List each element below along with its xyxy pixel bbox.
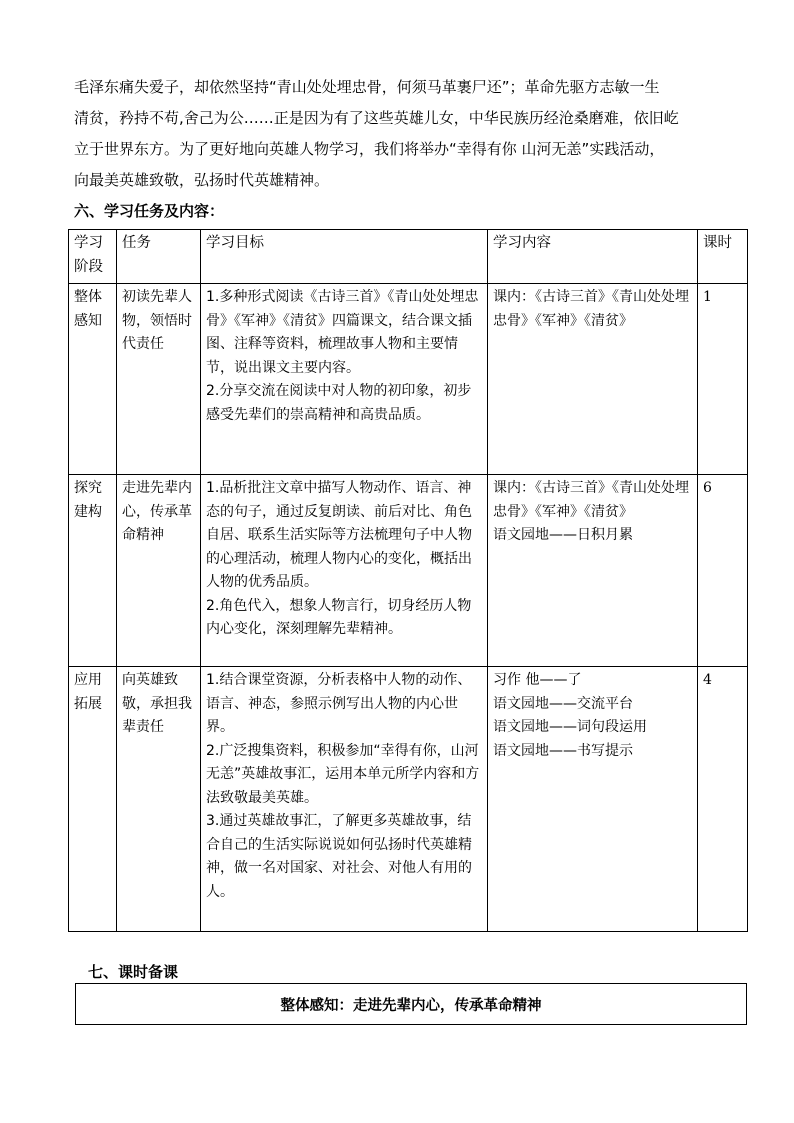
goal-cell: 1.多种形式阅读《古诗三首》《青山处处埋忠骨》《军神》《清贫》四篇课文，结合课文插图、注释等资料，梳理故事人物和主要情节，说出课文主要内容。 2.分享交流在阅读中对人物的初印象，初步感受先辈们的崇高精神和高贵品质。 [201, 284, 488, 475]
content-cell: 课内：《古诗三首》《青山处处埋忠骨》《军神》《清贫》 [488, 284, 698, 475]
intro-paragraph [74, 72, 734, 196]
intro-line: 清贫，矜持不苟,舍己为公……正是因为有了这些英雄儿女，中华民族历经沧桑磨难，依旧屹 [74, 109, 679, 127]
content-cell: 课内：《古诗三首》《青山处处埋忠骨》《军神》《清贫》 语文园地——日积月累 [488, 475, 698, 667]
header-hours: 课时 [698, 230, 748, 284]
lesson-plan-title: 整体感知：走进先辈内心，传承革命精神 [280, 997, 542, 1014]
task-cell: 初读先辈人物，领悟时代责任 [117, 284, 201, 475]
content-cell: 习作 他——了 语文园地——交流平台 语文园地——词句段运用 语文园地——书写提示 [488, 667, 698, 932]
hours-cell: 6 [698, 475, 748, 667]
task-cell: 走进先辈内心，传承革命精神 [117, 475, 201, 667]
goal-cell: 1.结合课堂资源，分析表格中人物的动作、语言、神态，参照示例写出人物的内心世界。 2.广泛搜集资料，积极参加“幸得有你，山河无恙”英雄故事汇，运用本单元所学内容和方法致敬最美英雄。 3.通过英雄故事汇，了解更多英雄故事，结合自己的生活实际说说如何弘扬时代英雄精神，做一名对国家、对社会、对他人有用的人。 [201, 667, 488, 932]
task-cell: 向英雄致敬，承担我辈责任 [117, 667, 201, 932]
stage-cell: 整体 感知 [69, 284, 117, 475]
section-heading-tasks: 六、学习任务及内容： [74, 202, 225, 220]
stage-cell: 探究 建构 [69, 475, 117, 667]
intro-line: 毛泽东痛失爱子，却依然坚持“青山处处埋忠骨，何须马革裹尸还”；革命先驱方志敏一生 [74, 78, 660, 96]
table-header-row [69, 230, 748, 284]
header-task: 任务 [117, 230, 201, 284]
header-content: 学习内容 [488, 230, 698, 284]
table-row [69, 667, 748, 932]
goal-cell: 1.品析批注文章中描写人物动作、语言、神态的句子，通过反复朗读、前后对比、角色自居、联系生活实际等方法梳理句子中人物的心理活动，梳理人物内心的变化，概括出人物的优秀品质。 2.角色代入，想象人物言行，切身经历人物内心变化，深刻理解先辈精神。 [201, 475, 488, 667]
intro-line: 向最美英雄致敬，弘扬时代英雄精神。 [74, 171, 330, 189]
table-row [69, 475, 748, 667]
header-stage: 学习 阶段 [69, 230, 117, 284]
lesson-plan-title-box [75, 983, 747, 1025]
table-row [69, 284, 748, 475]
hours-cell: 4 [698, 667, 748, 932]
hours-cell: 1 [698, 284, 748, 475]
section-heading-lesson-plan: 七、课时备课 [88, 963, 179, 981]
stage-cell: 应用 拓展 [69, 667, 117, 932]
learning-tasks-table [68, 229, 748, 932]
intro-line: 立于世界东方。为了更好地向英雄人物学习，我们将举办“幸得有你 山河无恙”实践活动， [74, 140, 665, 158]
header-goal: 学习目标 [201, 230, 488, 284]
